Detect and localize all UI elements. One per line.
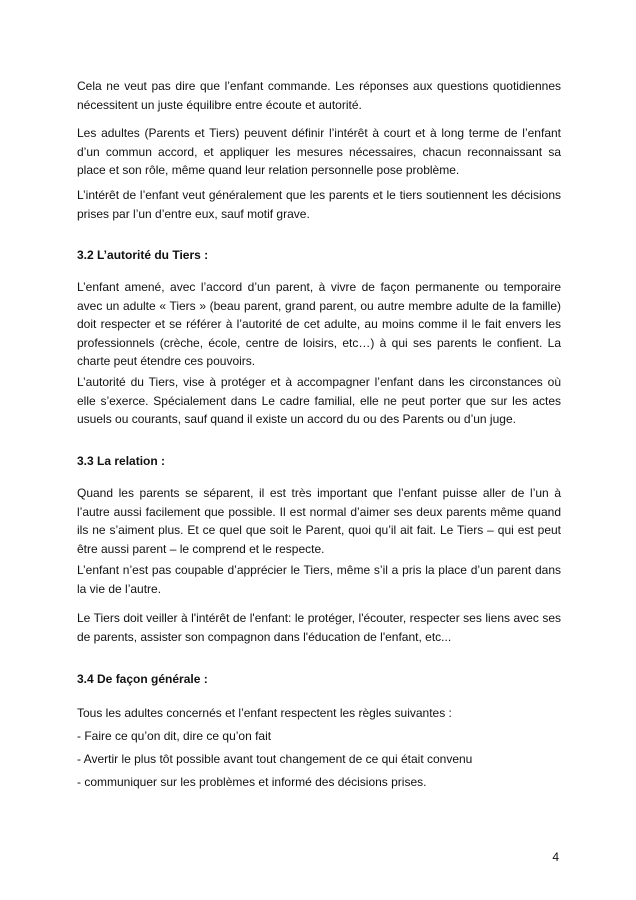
section-heading-3-3: 3.3 La relation : [77,454,166,468]
paragraph-text: L’enfant n’est pas coupable d’apprécier le Tiers, même s’il a pris la place d’un parent dans la vie de l’autre. [77,563,561,596]
paragraph-intro-3 [77,186,561,223]
section-heading-3-4: 3.4 De façon générale : [77,672,208,686]
paragraph-text: Quand les parents se séparent, il est très important que l’enfant puisse aller de l’un à l’autre aussi facilement que possible. Il est normal d’aimer ses deux parents même quand ils ne s’aiment plus. Et ce quel que soit le Parent, quoi qu’il ait fait. Le Tiers – qui est peut être aussi parent – le comprend et le respecte. [77,486,561,556]
rule-item: - Avertir le plus tôt possible avant tout changement de ce qui était convenu [77,752,473,766]
paragraph-text: Les adultes (Parents et Tiers) peuvent définir l’intérêt à court et à long terme de l’enfant d’un commun accord, et appliquer les mesures nécessaires, chacun reconnaissant sa place et son rôle, même quand leur relation personnelle pose problème. [77,126,561,177]
paragraph-3-2-1 [77,278,561,371]
paragraph-3-3-3 [77,609,561,646]
rule-item: - Faire ce qu’on dit, dire ce qu’on fait [77,729,272,743]
paragraph-3-3-2 [77,561,561,598]
paragraph-3-3-1 [77,484,561,558]
paragraph-3-2-2 [77,373,561,429]
section-heading-3-2: 3.2 L’autorité du Tiers : [77,248,209,262]
paragraph-text: L’intérêt de l’enfant veut généralement que les parents et le tiers soutiennent les décisions prises par l’un d’entre eux, sauf motif grave. [77,188,561,221]
paragraph-intro-1 [77,77,561,114]
rule-item: - communiquer sur les problèmes et informé des décisions prises. [77,775,427,789]
rules-intro: Tous les adultes concernés et l’enfant respectent les règles suivantes : [77,706,452,720]
page-number: 4 [552,850,559,864]
paragraph-intro-2 [77,124,561,180]
paragraph-text: Cela ne veut pas dire que l’enfant commande. Les réponses aux questions quotidiennes nécessitent un juste équilibre entre écoute et autorité. [77,79,561,112]
paragraph-text: Le Tiers doit veiller à l'intérêt de l'enfant: le protéger, l'écouter, respecter ses liens avec ses de parents, assister son compagnon dans l'éducation de l'enfant, etc... [77,611,561,644]
paragraph-text: L’enfant amené, avec l’accord d’un parent, à vivre de façon permanente ou temporaire avec un adulte « Tiers » (beau parent, grand parent, ou autre membre adulte de la famille) doit respecter et se référer à l’autorité de cet adulte, au moins comme il le fait envers les professionnels (crèche, école, centre de loisirs, etc…) à qui ses parents le confient. La charte peut étendre ces pouvoirs. [77,280,561,368]
paragraph-text: L’autorité du Tiers, vise à protéger et à accompagner l’enfant dans les circonstances où elle s’exerce. Spécialement dans Le cadre familial, elle ne peut porter que sur les actes usuels ou courants, sauf quand il existe un accord du ou des Parents ou d’un juge. [77,375,561,426]
